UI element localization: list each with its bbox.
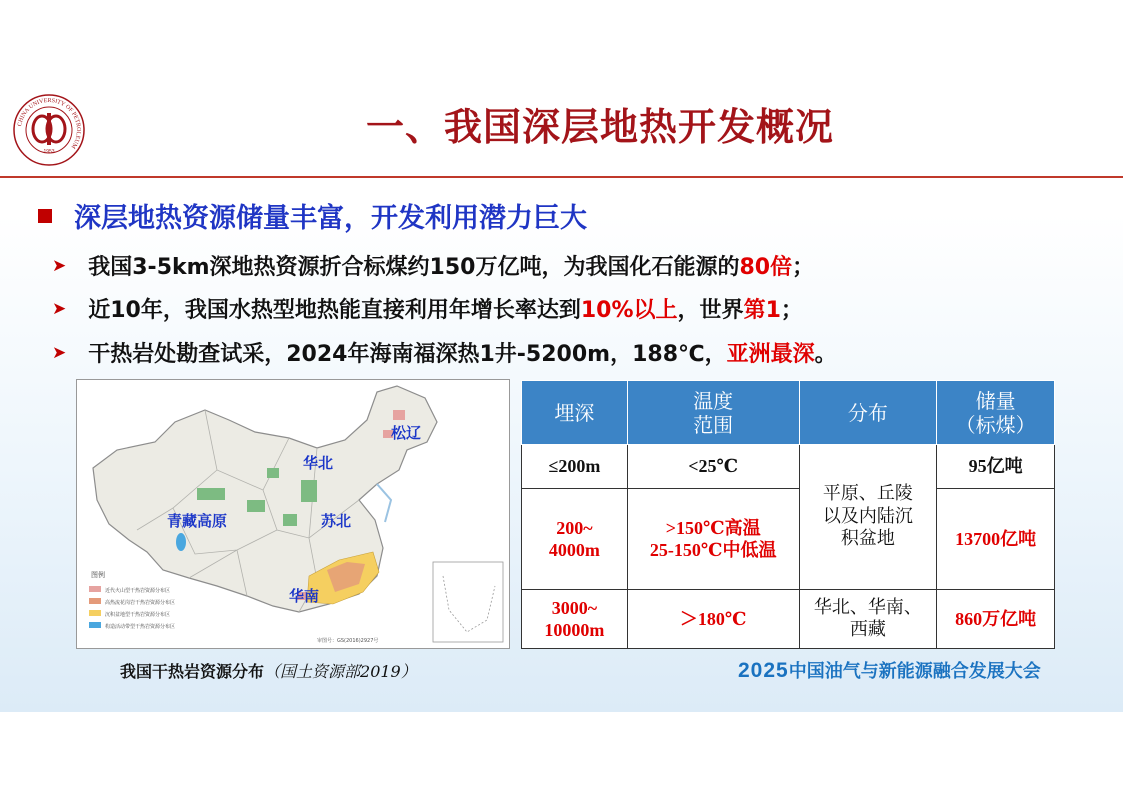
- legend-swatch-sedimentary: [89, 610, 101, 616]
- bullet-1-text: 我国3-5km深地热资源折合标煤约150万亿吨，为我国化石能源的: [88, 255, 740, 280]
- header-distribution: 分布: [799, 381, 937, 445]
- cell-distribution: 华北、华南、 西藏: [799, 590, 937, 649]
- section-heading-text: 深层地热资源储量丰富，开发利用潜力巨大: [74, 203, 587, 234]
- table-row: [522, 445, 1055, 489]
- arrow-bullet-icon: ➤: [52, 342, 67, 363]
- bullet-2-end: ；: [780, 298, 803, 323]
- map-caption-source: （国土资源部2019）: [264, 662, 417, 681]
- bullet-3-highlight: 亚洲最深: [726, 342, 815, 367]
- legend-item-granite: 高热流花岗岩干热岩资源分布区: [105, 600, 176, 606]
- table-header-row: [522, 381, 1055, 445]
- china-hot-dry-rock-map: [76, 379, 510, 649]
- map-approval-number: 审图号：GS(2016)2927号: [317, 638, 379, 644]
- sedimentary-basin: [301, 480, 317, 502]
- section-heading: [38, 196, 587, 235]
- conference-year: 2025: [738, 659, 789, 682]
- tectonic-zone: [176, 533, 186, 551]
- legend-item-tectonic: 构造活动带型干热岩资源分布区: [105, 624, 176, 630]
- cell-temperature: <25℃: [627, 445, 799, 489]
- cell-temperature: >150℃高温 25-150℃中低温: [627, 489, 799, 590]
- table-row: [522, 590, 1055, 649]
- logo-ring-text: CHINA UNIVERSITY OF PETROLEUM: [17, 97, 82, 150]
- legend-title: 图例: [91, 571, 105, 579]
- legend-item-volcanic: 近代火山型干热岩资源分布区: [105, 588, 171, 594]
- university-logo: [12, 93, 86, 167]
- bullet-3-end: 。: [814, 342, 837, 367]
- map-caption-text: 我国干热岩资源分布: [120, 662, 265, 681]
- sedimentary-basin: [247, 500, 265, 512]
- volcanic-zone: [393, 410, 405, 420]
- bullet-2-highlight: 10%以上: [580, 298, 678, 323]
- sedimentary-basin: [197, 488, 225, 500]
- page-title: 一、我国深层地热开发概况: [365, 105, 834, 149]
- cell-reserve: 13700亿吨: [937, 489, 1055, 590]
- arrow-bullet-icon: ➤: [52, 298, 67, 319]
- legend-swatch-granite: [89, 598, 101, 604]
- cell-reserve: 95亿吨: [937, 445, 1055, 489]
- cell-depth: 3000~ 10000m: [522, 590, 628, 649]
- bullet-2-highlight-rank: 第1: [743, 298, 781, 323]
- title-divider: [0, 176, 1123, 178]
- map-caption: [120, 659, 417, 682]
- bullet-1-end: ；: [792, 255, 815, 280]
- region-label-subei: 苏北: [321, 512, 352, 530]
- bullet-item-3: [52, 337, 837, 368]
- bullet-item-1: [52, 250, 814, 281]
- header-temperature: 温度 范围: [627, 381, 799, 445]
- bullet-2-text: 近10年，我国水热型地热能直接利用年增长率达到: [88, 298, 581, 323]
- arrow-bullet-icon: ➤: [52, 255, 67, 276]
- bullet-3-text: 干热岩处勘查试采，2024年海南福深热1井-5200m，188℃，: [88, 342, 727, 367]
- bullet-item-2: [52, 293, 803, 324]
- cell-depth: ≤200m: [522, 445, 628, 489]
- cell-depth: 200~ 4000m: [522, 489, 628, 590]
- geothermal-reserve-table: [521, 380, 1055, 649]
- header-reserve: 储量 （标煤）: [937, 381, 1055, 445]
- region-label-huanan: 华南: [289, 587, 320, 605]
- legend-item-sedimentary: 沉积盆地型干热岩资源分布区: [105, 612, 171, 618]
- cell-reserve: 860万亿吨: [937, 590, 1055, 649]
- bullet-1-highlight: 80倍: [739, 255, 793, 280]
- legend-swatch-tectonic: [89, 622, 101, 628]
- cell-distribution-merged: 平原、丘陵 以及内陆沉 积盆地: [799, 445, 937, 590]
- header-depth: 埋深: [522, 381, 628, 445]
- cell-temperature: ＞180℃: [627, 590, 799, 649]
- south-sea-inset: [433, 562, 503, 642]
- region-label-qingzang: 青藏高原: [167, 512, 228, 530]
- conference-banner: [738, 657, 1041, 683]
- bullet-2-mid: ，世界: [677, 298, 744, 323]
- conference-name: 中国油气与新能源融合发展大会: [788, 661, 1041, 682]
- table-row: [522, 489, 1055, 590]
- sedimentary-basin: [267, 468, 279, 478]
- sedimentary-basin: [283, 514, 297, 526]
- legend-swatch-volcanic: [89, 586, 101, 592]
- region-label-songliao: 松辽: [391, 424, 422, 442]
- logo-year: 1953: [43, 149, 55, 155]
- square-bullet-icon: [38, 209, 52, 223]
- region-label-huabei: 华北: [303, 454, 334, 472]
